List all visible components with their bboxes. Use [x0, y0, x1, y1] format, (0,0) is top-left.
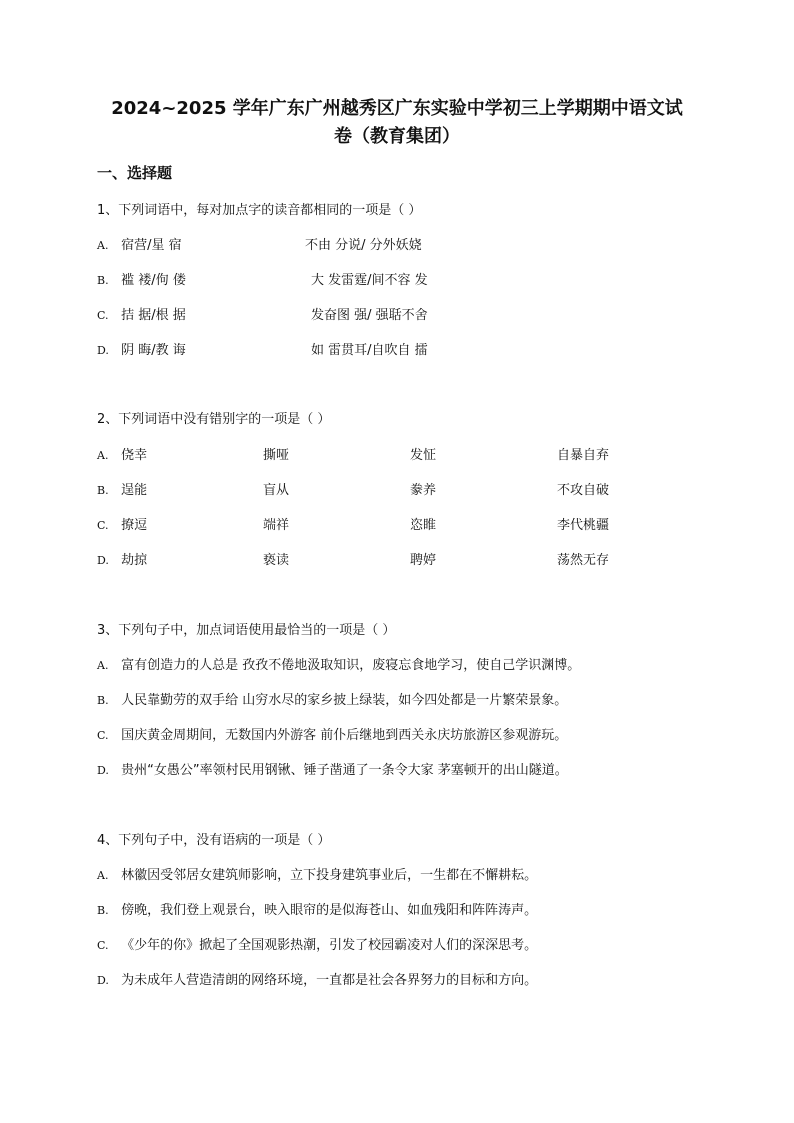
option-cell: 不攻自破 — [557, 483, 610, 498]
question-3-stem: 3、下列句子中，加点词语使用最恰当的一项是（ ） — [97, 623, 396, 638]
option-left: 宿营/星 宿 — [121, 238, 182, 253]
option-cell: 侥幸 — [121, 448, 148, 463]
option-left: 褴 褛/佝 偻 — [121, 273, 186, 288]
q4-option-d — [97, 969, 537, 988]
option-text: 国庆黄金周期间，无数国内外游客 前仆后继地到西关永庆坊旅游区参观游玩。 — [121, 728, 568, 743]
q3-option-c — [97, 724, 567, 743]
option-cell: 豢养 — [410, 483, 437, 498]
option-label: B. — [97, 484, 109, 497]
option-left: 拮 据/根 据 — [121, 308, 186, 323]
q3-option-d — [97, 759, 568, 778]
q1-option-a — [97, 234, 422, 253]
option-text: 《少年的你》掀起了全国观影热潮，引发了校园霸凌对人们的深深思考。 — [121, 938, 538, 953]
title-line-2: 卷（教育集团） — [334, 126, 460, 147]
option-label: A. — [97, 449, 109, 462]
q1-option-c — [97, 304, 428, 323]
option-label: C. — [97, 519, 109, 532]
option-cell: 李代桃疆 — [557, 518, 610, 533]
option-right: 大 发雷霆/间不容 发 — [311, 273, 428, 288]
option-label: D. — [97, 764, 109, 777]
option-cell: 逞能 — [121, 483, 148, 498]
option-cell: 自暴自弃 — [557, 448, 610, 463]
option-label: D. — [97, 974, 109, 987]
option-text: 富有创造力的人总是 孜孜不倦地汲取知识，废寝忘食地学习，使自己学识渊博。 — [121, 658, 581, 673]
option-label: B. — [97, 694, 109, 707]
option-cell: 撩逗 — [121, 518, 148, 533]
option-cell: 撕哑 — [263, 448, 290, 463]
question-4-stem: 4、下列句子中，没有语病的一项是（ ） — [97, 833, 331, 848]
q2-option-b — [97, 479, 610, 498]
q2-option-d — [97, 549, 610, 568]
option-label: D. — [97, 344, 109, 357]
q2-option-a — [97, 444, 610, 463]
option-label: C. — [97, 309, 109, 322]
option-cell: 端祥 — [263, 518, 290, 533]
option-cell: 盲从 — [263, 483, 290, 498]
option-label: D. — [97, 554, 109, 567]
option-cell: 亵读 — [263, 553, 290, 568]
option-label: B. — [97, 274, 109, 287]
option-right: 发奋图 强/ 强聒不舍 — [311, 308, 428, 323]
option-right: 不由 分说/ 分外妖娆 — [305, 238, 422, 253]
q1-option-b — [97, 269, 428, 288]
option-label: A. — [97, 869, 109, 882]
q4-option-b — [97, 899, 537, 918]
q3-option-a — [97, 654, 580, 673]
exam-title — [60, 95, 734, 151]
q3-option-b — [97, 689, 567, 708]
option-cell: 恣睢 — [410, 518, 437, 533]
option-label: A. — [97, 239, 109, 252]
option-text: 人民靠勤劳的双手给 山穷水尽的家乡披上绿装，如今四处都是一片繁荣景象。 — [121, 693, 568, 708]
option-text: 林徽因受邻居女建筑师影响，立下投身建筑事业后，一生都在不懈耕耘。 — [121, 868, 538, 883]
question-1-stem: 1、下列词语中，每对加点字的读音都相同的一项是（ ） — [97, 203, 422, 218]
q4-option-a — [97, 864, 537, 883]
option-label: A. — [97, 659, 109, 672]
q4-option-c — [97, 934, 537, 953]
option-cell: 劫掠 — [121, 553, 148, 568]
option-label: C. — [97, 939, 109, 952]
section-heading: 一、选择题 — [97, 164, 173, 182]
option-label: B. — [97, 904, 109, 917]
option-left: 阴 晦/教 诲 — [121, 343, 186, 358]
q1-option-d — [97, 339, 428, 358]
option-text: 为未成年人营造清朗的网络环境，一直都是社会各界努力的目标和方向。 — [121, 973, 538, 988]
question-2-stem: 2、下列词语中没有错别字的一项是（ ） — [97, 412, 331, 427]
q2-option-c — [97, 514, 610, 533]
option-cell: 荡然无存 — [557, 553, 610, 568]
option-cell: 聘婷 — [410, 553, 437, 568]
option-text: 傍晚，我们登上观景台，映入眼帘的是似海苍山、如血残阳和阵阵涛声。 — [121, 903, 538, 918]
option-label: C. — [97, 729, 109, 742]
option-cell: 发怔 — [410, 448, 437, 463]
option-right: 如 雷贯耳/自吹自 擂 — [311, 343, 428, 358]
title-line-1: 2024~2025 学年广东广州越秀区广东实验中学初三上学期期中语文试 — [111, 98, 683, 119]
option-text: 贵州“女愚公”率领村民用钢锹、锤子凿通了一条令大家 茅塞顿开的出山隧道。 — [121, 763, 568, 778]
